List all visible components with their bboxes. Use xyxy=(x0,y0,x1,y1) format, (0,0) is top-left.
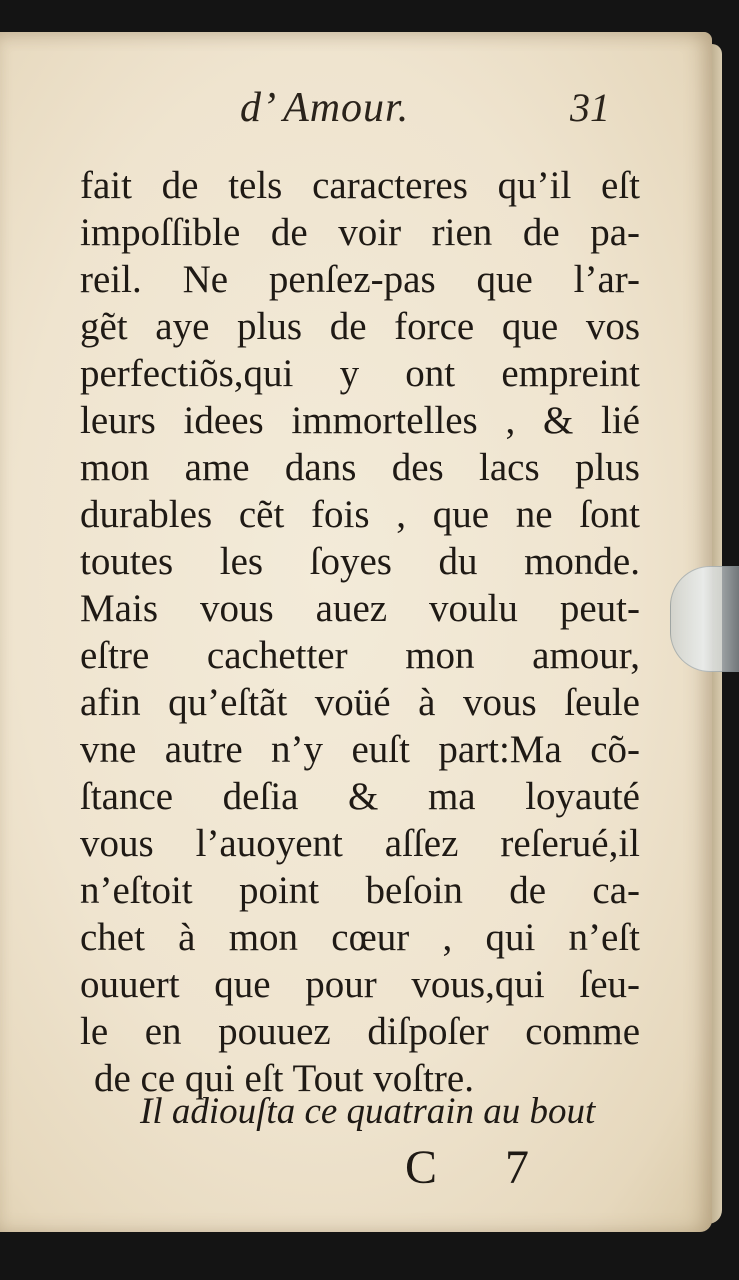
text-line: vous l’auoyent aſſez reſerué,il xyxy=(80,822,640,865)
page-number: 31 xyxy=(570,85,610,130)
text-line: n’eſtoit point beſoin de ca- xyxy=(80,869,640,912)
text-line: eſtre cachetter mon amour, xyxy=(80,634,640,677)
text-line: reil. Ne penſez-pas que l’ar- xyxy=(80,258,640,301)
text-line: ſtance deſia & ma loyauté xyxy=(80,775,640,818)
text-line: impoſſible de voir rien de pa- xyxy=(80,211,640,254)
text-line: leurs idees immortelles , & lié xyxy=(80,399,640,442)
text-line: perfectiõs,qui y ont empreint xyxy=(80,352,640,395)
book-page xyxy=(0,32,712,1232)
text-line: durables cẽt fois , que ne ſont xyxy=(80,493,640,536)
text-line: de ce qui eſt Tout voſtre. xyxy=(94,1057,474,1100)
text-line: Mais vous auez voulu peut- xyxy=(80,587,640,630)
text-line: vne autre n’y euſt part:Ma cõ- xyxy=(80,728,640,771)
running-title: d’ Amour. xyxy=(240,85,410,131)
page-clip xyxy=(670,566,739,672)
text-line: fait de tels caracteres qu’il eſt xyxy=(80,164,640,207)
text-line: gẽt aye plus de force que vos xyxy=(80,305,640,348)
catchline: Il adiouſta ce quatrain au bout xyxy=(140,1091,596,1132)
signature-mark: C 7 xyxy=(405,1141,558,1194)
text-line: ouuert que pour vous,qui ſeu- xyxy=(80,963,640,1006)
text-line: afin qu’eſtãt voüé à vous ſeule xyxy=(80,681,640,724)
text-line: toutes les ſoyes du monde. xyxy=(80,540,640,583)
page-header xyxy=(240,84,650,144)
text-line: chet à mon cœur , qui n’eſt xyxy=(80,916,640,959)
text-line: le en pouuez diſpoſer comme xyxy=(80,1010,640,1053)
body-text xyxy=(80,162,640,1102)
text-line: mon ame dans des lacs plus xyxy=(80,446,640,489)
